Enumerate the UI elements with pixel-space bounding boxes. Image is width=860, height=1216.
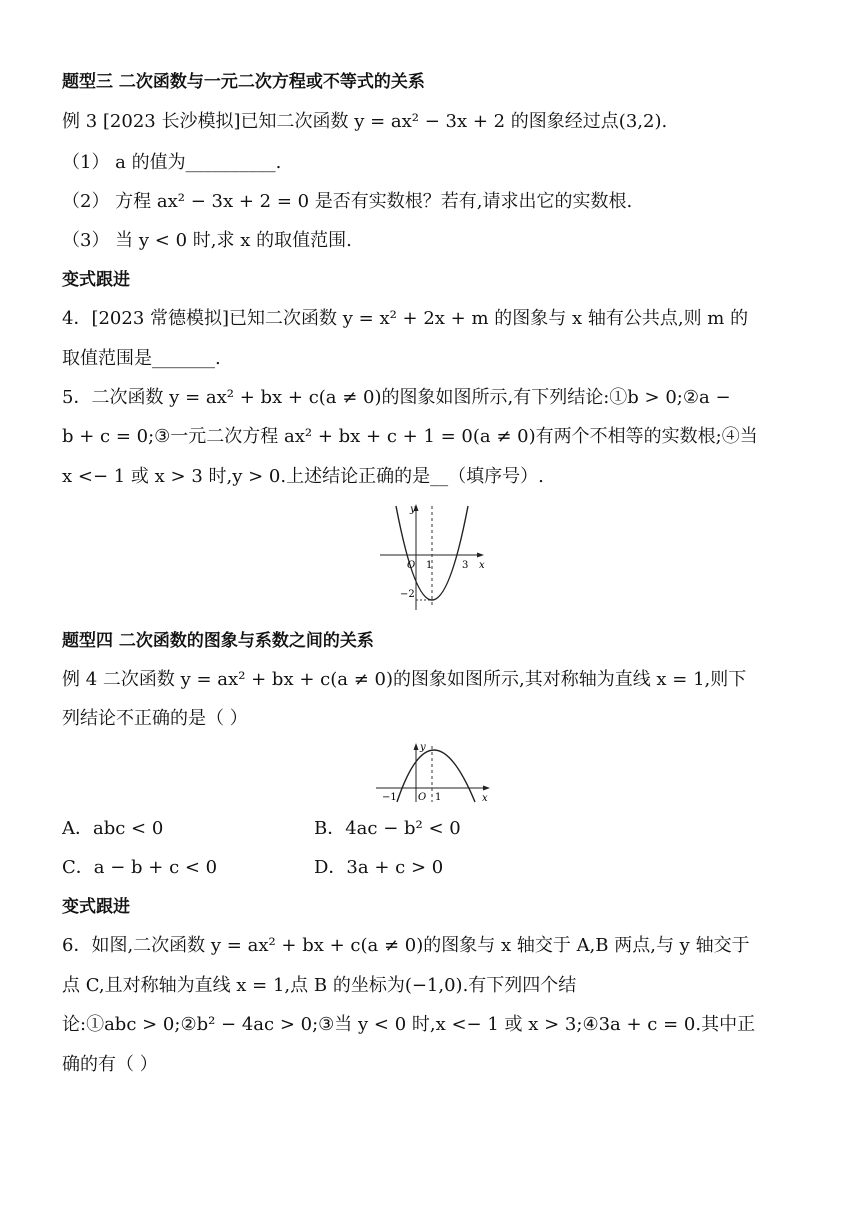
problem6-line4: 确的有（ ） xyxy=(62,1054,158,1075)
section3-title: 题型三 二次函数与一元二次方程或不等式的关系 xyxy=(62,72,425,92)
example4-line2: 列结论不正确的是（ ） xyxy=(62,708,248,729)
graph2-origin: O xyxy=(418,792,427,803)
graph1-x-label: x xyxy=(479,560,485,571)
option-b: B．4ac − b² < 0 xyxy=(314,818,461,839)
problem6-line2: 点 C,且对称轴为直线 x = 1,点 B 的坐标为(−1,0).有下列四个结 xyxy=(62,975,577,996)
section4-title: 题型四 二次函数的图象与系数之间的关系 xyxy=(62,631,374,651)
problem5-line1: 5．二次函数 y = ax² + bx + c(a ≠ 0)的图象如图所示,有下列结论:①b > 0;②a − xyxy=(62,387,731,408)
graph1-tick-3: 3 xyxy=(462,560,469,571)
graph1-y-label: y xyxy=(410,504,416,515)
option-a: A．abc < 0 xyxy=(62,818,164,839)
question-3: （3） 当 y < 0 时,求 x 的取值范围. xyxy=(62,230,352,251)
question-2: （2） 方程 ax² − 3x + 2 = 0 是否有实数根？若有,请求出它的实数根. xyxy=(62,191,633,212)
graph2-tick-1: 1 xyxy=(435,792,442,803)
problem6-line1: 6．如图,二次函数 y = ax² + bx + c(a ≠ 0)的图象与 x 轴交于 A,B 两点,与 y 轴交于 xyxy=(62,935,750,956)
example3-text: 例 3 [2023 长沙模拟]已知二次函数 y = ax² − 3x + 2 的图象经过点(3,2). xyxy=(62,111,668,132)
question-1: （1） a 的值为__________. xyxy=(62,152,282,173)
problem5-line2: b + c = 0;③一元二次方程 ax² + bx + c + 1 = 0(a ≠ 0)有两个不相等的实数根;④当 xyxy=(62,426,758,447)
graph2-y-label: y xyxy=(420,742,426,753)
variant2-title: 变式跟进 xyxy=(62,897,130,917)
variant1-title: 变式跟进 xyxy=(62,270,130,290)
graph2-x-label: x xyxy=(482,793,488,804)
problem5-line3: x <− 1 或 x > 3 时,y > 0.上述结论正确的是__（填序号）. xyxy=(62,466,544,487)
option-d: D．3a + c > 0 xyxy=(314,857,444,878)
example4-line1: 例 4 二次函数 y = ax² + bx + c(a ≠ 0)的图象如图所示,其对称轴为直线 x = 1,则下 xyxy=(62,669,747,690)
parabola-graph-2 xyxy=(372,738,494,804)
parabola-graph-1 xyxy=(376,498,488,612)
problem6-line3: 论:①abc > 0;②b² − 4ac > 0;③当 y < 0 时,x <− 1 或 x > 3;④3a + c = 0.其中正 xyxy=(62,1014,756,1035)
graph2-tick-neg1: −1 xyxy=(382,792,397,803)
option-c: C．a − b + c < 0 xyxy=(62,857,218,878)
graph1-tick-neg2: −2 xyxy=(400,589,415,600)
graph1-tick-1: 1 xyxy=(426,560,433,571)
problem4-line1: 4．[2023 常德模拟]已知二次函数 y = x² + 2x + m 的图象与 x 轴有公共点,则 m 的 xyxy=(62,308,749,329)
problem4-line2: 取值范围是_______. xyxy=(62,348,221,369)
graph1-origin: O xyxy=(407,560,416,571)
